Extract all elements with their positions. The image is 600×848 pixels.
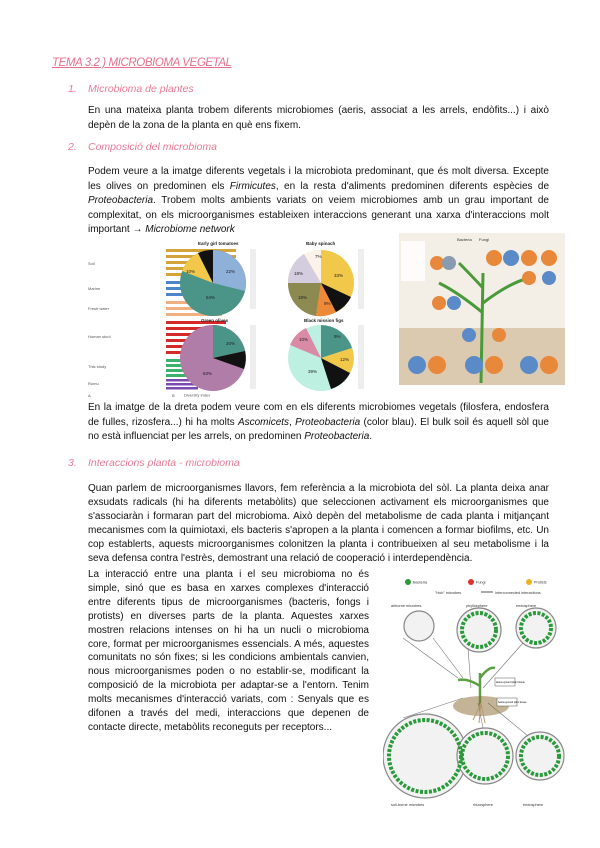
legend-fungi: Fungi <box>476 580 486 585</box>
text-italic: Proteobacteria <box>295 416 361 428</box>
pie-title: Green olives <box>201 318 229 323</box>
pie-spinach <box>288 250 354 316</box>
pie-label: 18% <box>298 295 308 300</box>
text-italic: Proteobacteria <box>304 431 370 443</box>
pie-label: 10% <box>299 337 309 342</box>
text-italic: Ascomicets <box>237 416 290 428</box>
axis-label: Diversity Index <box>184 392 211 398</box>
heading-label: Interaccions planta - microbioma <box>88 457 240 469</box>
heading-label: Composició del microbioma <box>88 141 217 153</box>
page-title: TEMA 3.2 ) MICROBIOMA VEGETAL <box>52 57 232 69</box>
tissue-label: below-ground plant tissue <box>498 701 527 704</box>
panel-label: A <box>88 393 91 398</box>
pie-label: 33% <box>334 273 344 278</box>
heading-label: Microbioma de plantes <box>88 83 194 95</box>
pie-label: 39% <box>308 369 318 374</box>
heading-number: 1. <box>68 83 77 95</box>
figure-microbiota-pies <box>86 233 396 399</box>
text-italic: Microbiome network <box>145 224 235 236</box>
paragraph-interaccions: Quan parlem de microorganismes llavors, fem referència a la microbiota del sòl. La planta deixa anar exsudats radicals (hi ha diferents metabòlits) que seleccionen activament els microorganismes que s'associaràn i formaran part del microbioma. Això depèn del metabolisme de cada planta i mitjançant mecanismes com la quimiotaxi, els bacteris s'apropen a la planta i comencen a formar biofilms, etc. Un cop establerts, aquests microorganismes colonitzen la planta i contribueixen al seu metabolisme i la seva defensa contra l'estrès, demostrant una relació de cooperació i interdependència. <box>88 483 549 564</box>
figure-label: Bacteria <box>457 237 472 242</box>
compartment-label: endosphere <box>523 803 544 807</box>
group-label: Soil <box>88 261 95 266</box>
legend-hub: "Hub" microbes <box>435 591 462 595</box>
group-label: Rumu <box>88 381 99 386</box>
pie-title: Black mission figs <box>304 318 344 323</box>
group-label: This study <box>88 364 107 369</box>
section-heading-3 <box>68 457 368 471</box>
compartment-label: rhizosphere <box>473 803 493 807</box>
text: , <box>289 416 296 428</box>
compartment-label: phyllosphere <box>466 604 488 608</box>
section-heading-2 <box>68 141 368 155</box>
pie-title: Baby spinach <box>306 241 336 246</box>
panel-label: B <box>172 393 175 398</box>
group-label: Fresh water <box>88 306 110 311</box>
pie-olives <box>180 325 246 391</box>
legend-interactions: Interconnected interactions <box>495 591 541 595</box>
pie-title: Early girl tomatoes <box>198 241 239 246</box>
pie-label: 18% <box>294 271 304 276</box>
paragraph-figure-description <box>88 401 549 445</box>
pie-tomatoes <box>180 250 246 316</box>
paragraph-microbioma-plantes: En una mateixa planta trobem diferents microbiomes (aeris, associat a les arrels, endòfits...) i això depèn de la zona de la planta en què ens fixem. <box>88 105 549 131</box>
paragraph-composicio <box>88 165 549 238</box>
text: Podem veure a la imatge diferents vegetals i la microbiota predominant, que és molt diversa. Excepte les olives on predominen els <box>88 166 549 192</box>
text: (color blau). El bulk soil és aquell sòl que no està influenciat per les arrels, on predominen <box>88 416 549 443</box>
text: . <box>369 431 373 443</box>
heading-number: 3. <box>68 457 77 469</box>
text-italic: Firmicutes <box>229 180 276 192</box>
legend-bacteria: Bacteria <box>413 580 427 585</box>
pie-label: 20% <box>226 341 236 346</box>
compartment-label: soil-borne microbes <box>391 803 425 807</box>
group-label: Human stool <box>88 334 111 339</box>
pie-label: 10% <box>186 269 196 274</box>
text: En la imatge de la dreta podem veure com en els diferents microbiomes vegetals (filosfera, endosfera de fulles, rizosfera...) hi ha molts <box>88 402 549 428</box>
section-heading-1 <box>68 83 368 97</box>
text: , en la resta d'aliments predominen diferents espècies de <box>275 180 550 192</box>
pie-label: 22% <box>226 269 236 274</box>
legend-protists: Protists <box>534 580 547 585</box>
text-italic: Proteobacteria <box>88 195 154 207</box>
figure-plant-compartments <box>399 233 565 385</box>
compartment-label: airborne microbes <box>391 604 422 608</box>
text: . Trobem molts ambients variats on veiem microbiomes amb un grau important de complexitat, on els microorganismes estableixen interaccions generant una xarxa d'interaccions molt important → <box>88 195 549 236</box>
pie-label: 9% <box>324 301 331 306</box>
compartment-label: endosphere <box>516 604 537 608</box>
figure-label: Fungi <box>479 237 490 242</box>
pie-label: 54% <box>206 295 216 300</box>
plant-illustration <box>453 668 527 723</box>
pie-label: 9% <box>334 334 341 339</box>
tissue-label: above-ground plant tissue <box>496 681 525 684</box>
pie-label: 7% <box>315 254 322 259</box>
figure-microbiome-network <box>383 578 575 810</box>
pie-label: 12% <box>340 357 350 362</box>
group-label: Marine <box>88 286 101 291</box>
paragraph-xarxes: La interacció entre una planta i el seu microbioma no és simple, sinó que es basa en xarxes complexes d'interacció entre diferents tipus de microorganismes (bacteris, fongs i protists) en diverses parts de la planta. Aquestes xarxes mostren relacions intenses on hi ha un nucli o microbioma core, format per microorganismes essencials. A més, aquestes comunitats no són fixes; si les condicions ambientals canvien, nous microorganismes poden o no establir-se, modificant la composició de la microbiota per adaptar-se a l'entorn. Tenim molts mecanismes d'interacció variats, com : Senyals que es difonen a través del medi, interaccions que depenen de contacte directe, metabòlits reconeguts per receptors... <box>88 569 369 733</box>
heading-number: 2. <box>68 141 77 153</box>
pie-label: 63% <box>203 371 213 376</box>
